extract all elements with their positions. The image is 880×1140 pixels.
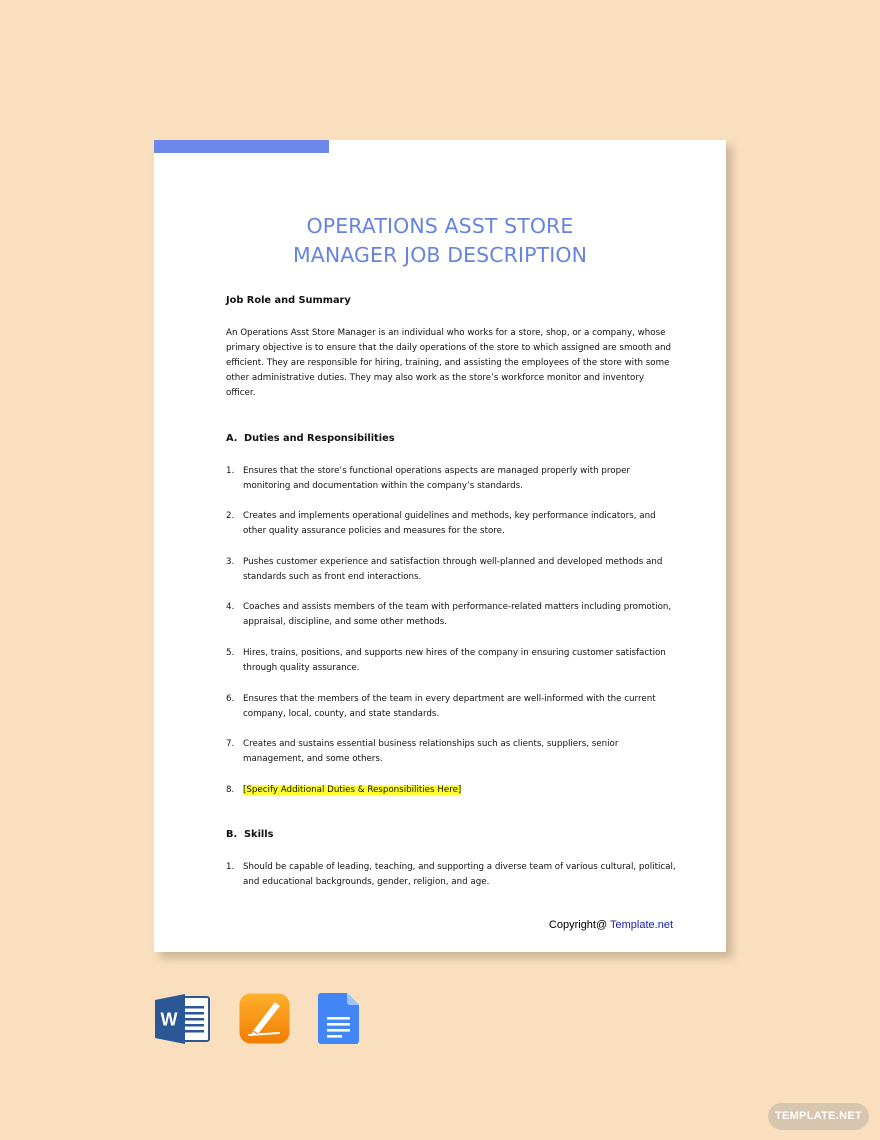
title-line-2: MANAGER JOB DESCRIPTION — [292, 243, 588, 267]
duty-item — [226, 464, 676, 495]
duty-text: Pushes customer experience and satisfaction through well-planned and developed methods and standards such as front end interactions. — [243, 557, 663, 583]
duty-number: 1. — [226, 466, 235, 476]
duty-item — [226, 737, 676, 768]
title-line-1: OPERATIONS ASST STORE — [306, 214, 574, 238]
duty-number: 5. — [226, 648, 235, 658]
template-net-badge[interactable]: TEMPLATE.NET — [768, 1103, 869, 1130]
duty-text: Creates and sustains essential business relationships such as clients, suppliers, senior management, and some others. — [243, 739, 619, 765]
skill-number: 1. — [226, 862, 235, 872]
duty-number: 7. — [226, 739, 235, 749]
word-icon[interactable] — [155, 994, 211, 1044]
duty-text: Creates and implements operational guidelines and methods, key performance indicators, and other quality assurance policies and measures for the store. — [243, 511, 656, 537]
duty-item-placeholder — [226, 783, 676, 798]
duty-text: Hires, trains, positions, and supports new hires of the company in ensuring customer satisfaction through quality assurance. — [243, 648, 666, 674]
duty-number: 6. — [226, 694, 235, 704]
duty-number: 8. — [226, 785, 235, 795]
copyright-link[interactable]: Template.net — [610, 919, 673, 931]
duty-number: 3. — [226, 557, 235, 567]
duty-text: Coaches and assists members of the team with performance-related matters including promotion, appraisal, discipline, and some other methods. — [243, 602, 672, 628]
duty-item — [226, 646, 676, 677]
job-role-summary: An Operations Asst Store Manager is an individual who works for a store, shop, or a company, whose primary objective is to ensure that the daily operations of the store to which assigned are smooth and efficient. They are responsible for hiring, training, and assisting the employees of the store with some other administrative duties. They may also work as the store’s workforce monitor and inventory officer. — [226, 328, 672, 398]
skill-item — [226, 860, 676, 891]
section-b-letter: B. — [226, 829, 238, 840]
section-b-title: Skills — [244, 829, 274, 840]
section-a-title: Duties and Responsibilities — [244, 433, 395, 444]
section-a-heading — [226, 433, 395, 444]
section-a-letter: A. — [226, 433, 238, 444]
skill-text: Should be capable of leading, teaching, and supporting a diverse team of various cultural, political, and educational backgrounds, gender, religion, and age. — [243, 862, 676, 888]
duty-text: Ensures that the members of the team in every department are well-informed with the current company, local, county, and state standards. — [243, 694, 656, 720]
placeholder-highlight: [Specify Additional Duties & Responsibilities Here] — [243, 785, 462, 795]
duty-item — [226, 600, 676, 631]
document-title — [154, 212, 726, 270]
job-role-heading: Job Role and Summary — [226, 295, 351, 306]
duty-text: Ensures that the store’s functional operations aspects are managed properly with proper monitoring and documentation within the company’s standards. — [243, 466, 631, 492]
copyright-prefix: Copyright@ — [548, 919, 611, 931]
svg-text:W: W — [160, 1009, 178, 1030]
duty-item — [226, 509, 676, 540]
google-docs-icon[interactable] — [318, 993, 359, 1044]
section-b-heading — [226, 829, 273, 840]
duty-item — [226, 555, 676, 586]
document-page — [154, 140, 726, 952]
duty-item — [226, 692, 676, 723]
duty-number: 2. — [226, 511, 235, 521]
copyright-notice — [549, 919, 673, 931]
pages-icon[interactable] — [239, 993, 290, 1044]
duty-number: 4. — [226, 602, 235, 612]
accent-bar — [154, 140, 329, 153]
